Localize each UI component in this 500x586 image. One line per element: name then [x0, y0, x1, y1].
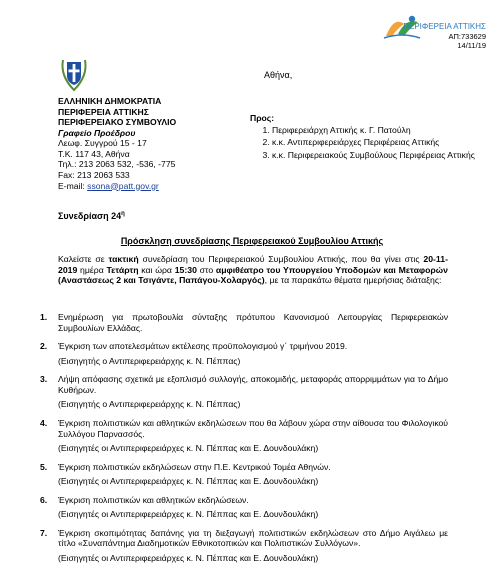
- agenda-number: 5.: [40, 461, 48, 472]
- stamp-brand: ΠΕΡΙΦΕΡΕΙΑ ΑΤΤΙΚΗΣ: [403, 22, 486, 31]
- recipients-label: Προς:: [250, 113, 275, 123]
- agenda-number: 2.: [40, 341, 48, 352]
- agenda-item: [40, 374, 448, 410]
- header-office: Γραφείο Προέδρου: [58, 127, 136, 138]
- recipients-list: [250, 125, 490, 161]
- agenda-item: [40, 462, 448, 487]
- agenda-text: Έγκριση πολιτιστικών και αθλητικών εκδηλώσεων που θα λάβουν χώρα στην αίθουσα του Φιλολογικού Συλλόγου Παρνασσός.: [58, 417, 448, 439]
- session-number: [58, 211, 125, 222]
- agenda-rapporteur: (Εισηγητές οι Αντιπεριφερειάρχες κ. Ν. Πέππας και Ε. Δουνδουλάκη): [58, 509, 319, 520]
- recipient-item: 1. Περιφερειάρχη Αττικής κ. Γ. Πατούλη: [272, 125, 490, 136]
- agenda-text: Έγκριση πολιτιστικών και αθλητικών εκδηλώσεων.: [58, 494, 249, 505]
- header-region: ΠΕΡΙΦΕΡΕΙΑ ΑΤΤΙΚΗΣ: [58, 106, 149, 117]
- agenda-rapporteur: (Εισηγητές οι Αντιπεριφερειάρχες κ. Ν. Πέππας και Ε. Δουνδουλάκη): [58, 476, 319, 487]
- agenda-item: [40, 341, 448, 366]
- email-link[interactable]: ssona@patt.gov.gr: [87, 180, 159, 191]
- stamp-protocol-number: ΑΠ:733629: [448, 32, 486, 41]
- session-suffix: η: [121, 211, 125, 217]
- agenda-text: Λήψη απόφασης σχετικά με εξοπλισμό συλλογής, αποκομιδής, μεταφοράς απορριμμάτων για το Δήμο Κυθήρων.: [58, 374, 448, 395]
- agenda-rapporteur: (Εισηγητής ο Αντιπεριφερειάρχης κ. Ν. Πέππας): [58, 399, 241, 410]
- header-street: Λεωφ. Συγγρού 15 - 17: [58, 138, 147, 149]
- header-republic: ΕΛΛΗΝΙΚΗ ΔΗΜΟΚΡΑΤΙΑ: [58, 96, 162, 106]
- agenda-rapporteur: (Εισηγητές οι Αντιπεριφερειάρχες κ. Ν. Πέππας και Ε. Δουνδουλάκη): [58, 553, 319, 563]
- agenda-list: [40, 312, 448, 572]
- agenda-text: Ενημέρωση για πρωτοβουλία σύνταξης πρότυπου Κανονισμού Λειτουργίας Περιφερειακών Συμβουλίων Ελλάδας.: [58, 312, 448, 333]
- agenda-rapporteur: (Εισηγητής ο Αντιπεριφερειάρχης κ. Ν. Πέππας): [58, 355, 241, 366]
- agenda-item: [40, 495, 448, 520]
- header-council: ΠΕΡΙΦΕΡΕΙΑΚΟ ΣΥΜΒΟΥΛΙΟ: [58, 117, 177, 128]
- header-phone: Τηλ.: 213 2063 532, -536, -775: [58, 159, 176, 170]
- agenda-text: Έγκριση πολιτιστικών εκδηλώσεων στην Π.Ε. Κεντρικού Τομέα Αθηνών.: [58, 461, 331, 472]
- agenda-number: 6.: [40, 494, 48, 505]
- recipient-item: 2. κ.κ. Αντιπεριφερειάρχες Περιφέρειας Αττικής: [272, 137, 490, 148]
- agenda-number: 1.: [40, 312, 48, 322]
- agenda-item: [40, 528, 448, 564]
- invitation-intro: Καλείστε σε τακτική συνεδρίαση του Περιφερειακού Συμβουλίου Αττικής, που θα γίνει στις 20-11-2019 ημέρα Τετάρτη και ώρα 15:30 στο αμφιθέατρο του Υπουργείου Υποδομών και Μεταφορών (Αναστάσεως 2 και Τσιγάντε, Παπάγου-Χολαργός), με τα παρακάτω θέματα ημερήσιας διάταξης:: [58, 254, 449, 286]
- session-text: Συνεδρίαση 24: [58, 211, 122, 221]
- invitation-title: Πρόσκληση συνεδρίασης Περιφερειακού Συμβουλίου Αττικής: [120, 236, 384, 246]
- place-date: Αθήνα,: [264, 70, 293, 80]
- agenda-item: [40, 418, 448, 454]
- recipient-item: 3. κ.κ. Περιφερειακούς Συμβούλους Περιφέρειας Αττικής: [272, 150, 490, 161]
- agenda-number: 4.: [40, 417, 48, 428]
- agenda-item: [40, 312, 448, 333]
- stamp-date: 14/11/19: [457, 41, 486, 51]
- header-fax: Fax: 213 2063 533: [58, 169, 130, 180]
- agenda-number: 7.: [40, 527, 48, 538]
- header-email-line: [58, 181, 176, 192]
- agenda-text: Έγκριση σκοπιμότητας δαπάνης για τη διεξαγωγή πολιτιστικών εκδηλώσεων στο Δήμο Αιγάλεω με τίτλο «Συναπάντημα Διαδημοτικών Εθνικοτοπικών και Πολιτιστικών Συλλόγων».: [58, 527, 448, 549]
- recipients-block: [250, 113, 490, 162]
- registry-stamp: [403, 22, 486, 51]
- sender-header: [58, 96, 176, 191]
- agenda-number: 3.: [40, 374, 48, 385]
- header-postal: Τ.Κ. 117 43, Αθήνα: [58, 148, 130, 159]
- hellenic-emblem-icon: [58, 54, 90, 94]
- email-label: E-mail:: [58, 180, 88, 191]
- agenda-text: Έγκριση των αποτελεσμάτων εκτέλεσης προϋπολογισμού γ΄ τριμήνου 2019.: [58, 341, 348, 352]
- agenda-rapporteur: (Εισηγητές οι Αντιπεριφερειάρχες κ. Ν. Πέππας και Ε. Δουνδουλάκη): [58, 443, 319, 454]
